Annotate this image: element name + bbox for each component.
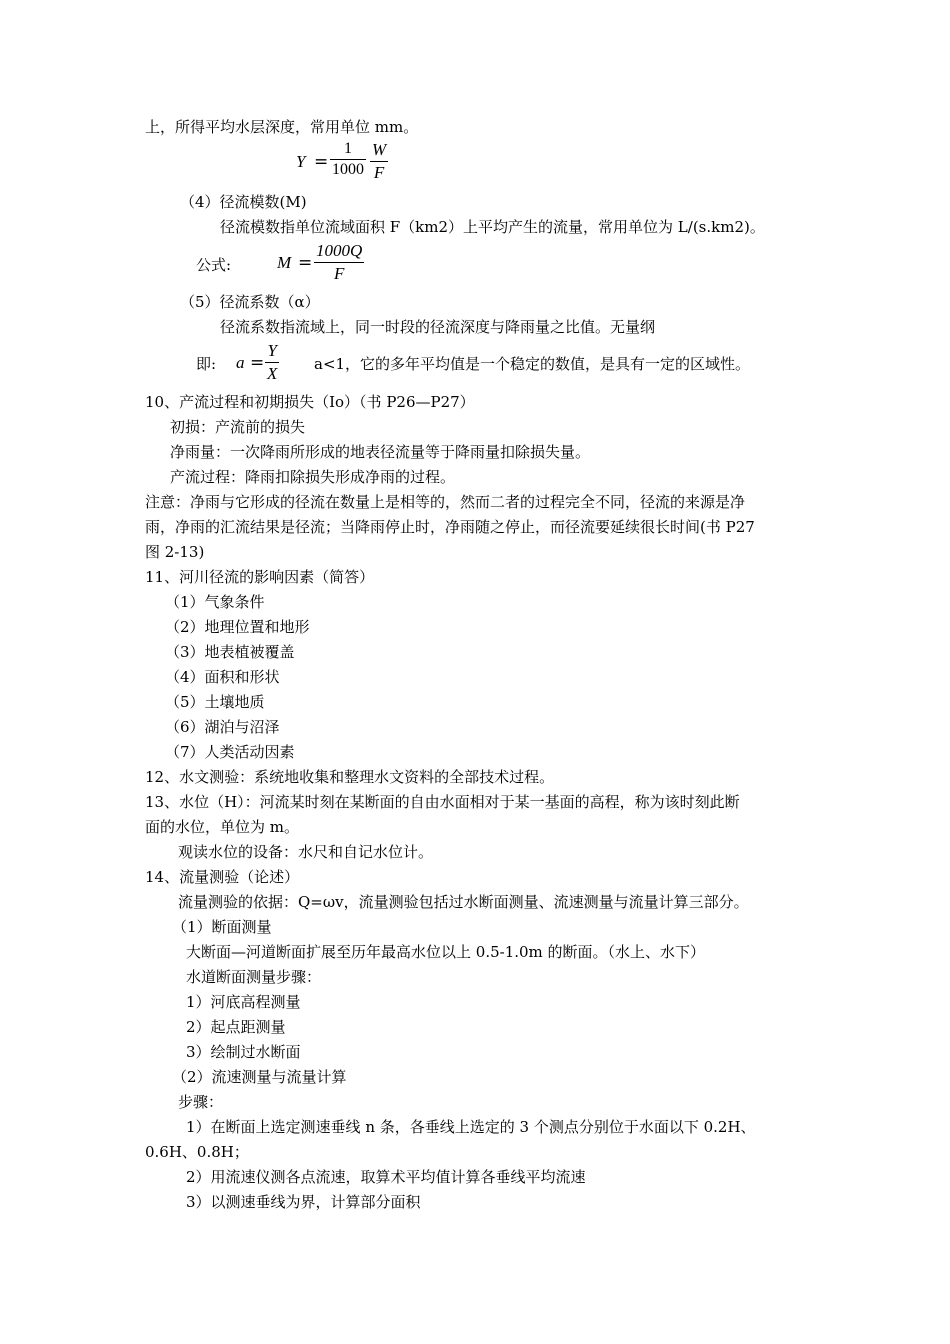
formula-M-den: F (333, 264, 345, 283)
section-14-part2-title: （2）流速测量与流量计算 (172, 1068, 347, 1086)
formula-Y-frac1-num: 1 (344, 140, 352, 157)
section-10-item: 净雨量：一次降雨所形成的地表径流量等于降雨量扣除损失量。 (170, 443, 591, 461)
section-11-item: （4）面积和形状 (165, 668, 280, 686)
section-10-title: 10、产流过程和初期损失（Io）（书 P26—P27） (145, 393, 475, 411)
section-12: 12、水文测验：系统地收集和整理水文资料的全部技术过程。 (145, 768, 555, 786)
formula-a-note: a<1，它的多年平均值是一个稳定的数值，是具有一定的区域性。 (314, 355, 751, 373)
section-11-item: （6）湖泊与沼泽 (165, 718, 280, 736)
section-14-basis: 流量测验的依据：Q=ωv，流量测验包括过水断面测量、流速测量与流量计算三部分。 (178, 893, 749, 911)
section-11-item: （3）地表植被覆盖 (165, 643, 295, 661)
formula-M-label: 公式: (196, 256, 232, 274)
section-11-item: （7）人类活动因素 (165, 743, 295, 761)
formula-Y-frac1-den: 1000 (332, 161, 364, 178)
section-14-part1-title: （1）断面测量 (172, 918, 272, 936)
formula-a-lhs: a (236, 353, 245, 372)
section-11-item: （2）地理位置和地形 (165, 618, 310, 636)
formula-M-num: 1000Q (316, 241, 363, 260)
formula-Y-frac1 (330, 140, 366, 179)
section-11-item: （1）气象条件 (165, 593, 265, 611)
section-14-part1-step: 2）起点距测量 (186, 1018, 286, 1036)
formula-a-frac (265, 341, 279, 384)
formula-a-label: 即: (196, 355, 217, 373)
section-14-part1-step: 1）河底高程测量 (186, 993, 301, 1011)
formula-Y-eq: = (314, 152, 329, 172)
section-14-part2-step2: 2）用流速仪测各点流速，取算术平均值计算各垂线平均流速 (186, 1168, 586, 1186)
section-10-item: 初损：产流前的损失 (170, 418, 306, 436)
section-14-part2-step3: 3）以测速垂线为界，计算部分面积 (186, 1193, 421, 1211)
note-line: 雨，净雨的汇流结果是径流；当降雨停止时，净雨随之停止，而径流要延续很长时间(书 P27 (145, 518, 755, 536)
formula-M-lhs: M (277, 253, 292, 272)
formula-Y-lhs: Y (296, 152, 306, 171)
intro-line: 上，所得平均水层深度，常用单位 mm。 (145, 118, 419, 136)
formula-a-den: X (267, 364, 278, 383)
section-13-line: 面的水位，单位为 m。 (145, 818, 299, 836)
section-14-part2-steps-label: 步骤： (178, 1093, 224, 1111)
section-14-part2-step1: 1）在断面上选定测速垂线 n 条，各垂线上选定的 3 个测点分别位于水面以下 0.2H、 (186, 1118, 756, 1136)
section-5-title: （5）径流系数（α） (180, 293, 320, 311)
formula-Y-frac2-num: W (372, 140, 387, 159)
formula-a-num: Y (267, 341, 277, 360)
formula-a-eq: = (250, 353, 265, 373)
formula-M-frac (314, 241, 364, 284)
section-11-item: （5）土壤地质 (165, 693, 265, 711)
note-line: 注意：净雨与它形成的径流在数量上是相等的，然而二者的过程完全不同，径流的来源是净 (145, 493, 746, 511)
section-14-part1-desc: 大断面—河道断面扩展至历年最高水位以上 0.5-1.0m 的断面。（水上、水下） (186, 943, 706, 961)
section-14-part1-steps-label: 水道断面测量步骤： (186, 968, 322, 986)
section-13-sub: 观读水位的设备：水尺和自记水位计。 (178, 843, 434, 861)
section-11-title: 11、河川径流的影响因素（简答） (145, 568, 375, 586)
note-line: 图 2-13) (145, 543, 205, 561)
section-13-line: 13、水位（H）：河流某时刻在某断面的自由水面相对于某一基面的高程，称为该时刻此断 (145, 793, 740, 811)
section-4-desc: 径流模数指单位流域面积 F（km2）上平均产生的流量，常用单位为 L/(s.km2)。 (220, 218, 765, 236)
section-5-desc: 径流系数指流域上，同一时段的径流深度与降雨量之比值。无量纲 (220, 318, 656, 336)
section-10-item: 产流过程：降雨扣除损失形成净雨的过程。 (170, 468, 456, 486)
formula-Y-frac2 (370, 140, 388, 183)
section-14-part2-step1-cont: 0.6H、0.8H； (145, 1143, 249, 1161)
section-14-title: 14、流量测验（论述） (145, 868, 300, 886)
formula-M-eq: = (298, 253, 313, 273)
section-4-title: （4）径流模数(M) (180, 193, 307, 211)
formula-Y-frac2-den: F (373, 163, 385, 182)
section-14-part1-step: 3）绘制过水断面 (186, 1043, 301, 1061)
